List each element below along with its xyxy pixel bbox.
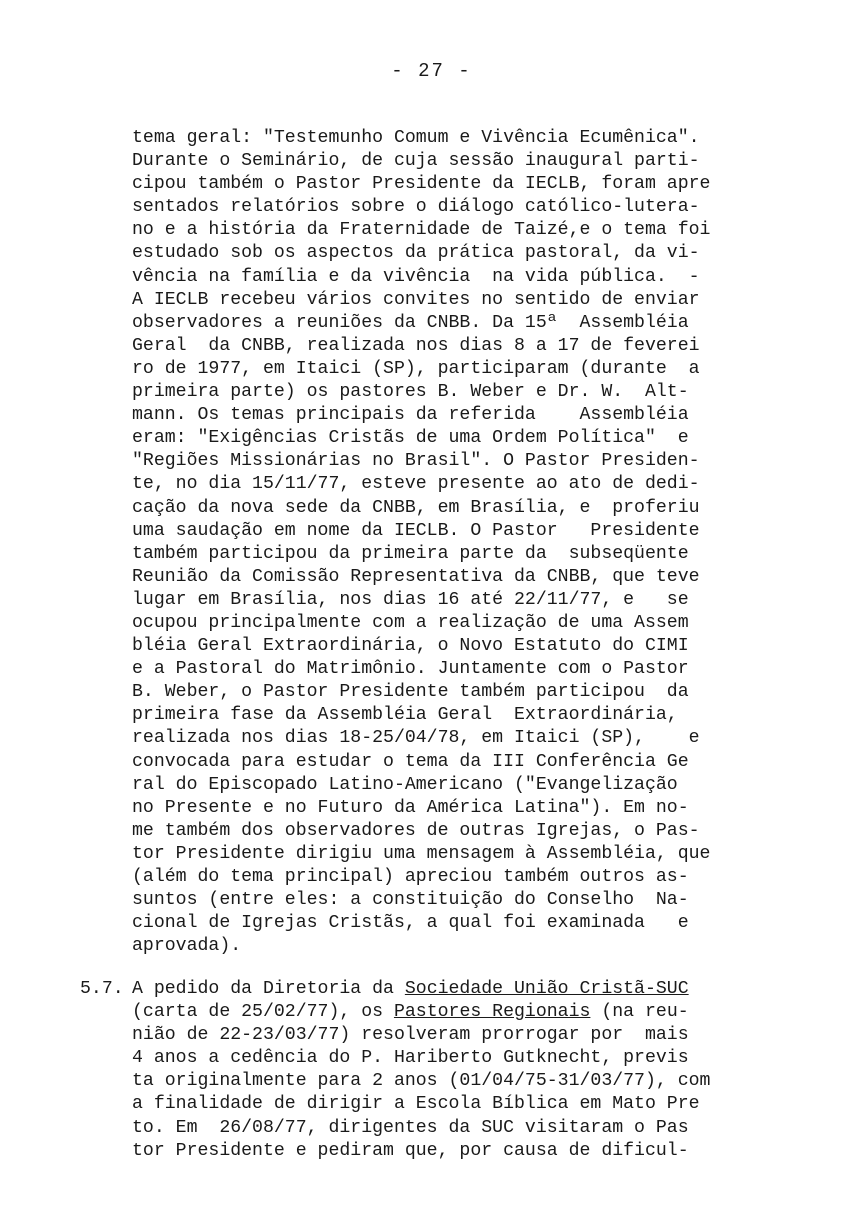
text-line: cional de Igrejas Cristãs, a qual foi examinada e [132, 913, 689, 934]
text-line: tor Presidente dirigiu uma mensagem à Assembléia, que [132, 843, 711, 864]
text-line: também participou da primeira parte da subseqüente [132, 543, 689, 564]
text-line: B. Weber, o Pastor Presidente também participou da [132, 682, 689, 703]
text-line: estudado sob os aspectos da prática pastoral, da vi- [132, 243, 700, 264]
text-line: observadores a reuniões da CNBB. Da 15ª Assembléia [132, 312, 689, 333]
section-5-7-text [132, 978, 722, 1163]
text-line: cação da nova sede da CNBB, em Brasília, e proferiu [132, 497, 700, 518]
text-line: "Regiões Missionárias no Brasil". O Pastor Presiden- [132, 451, 700, 472]
section-remaining-lines [132, 1024, 722, 1163]
text-line: ro de 1977, em Itaici (SP), participaram (durante a [132, 358, 700, 379]
text-line: convocada para estudar o tema da III Conferência Ge [132, 751, 689, 772]
underlined-organization-name: Sociedade União Cristã-SUC [404, 979, 689, 999]
text-line: cipou também o Pastor Presidente da IECLB, foram apre [132, 174, 711, 195]
text-segment: A pedido da Diretoria da [132, 979, 405, 999]
text-line: bléia Geral Extraordinária, o Novo Estatuto do CIMI [132, 636, 689, 657]
text-line: A IECLB recebeu vários convites no sentido de enviar [132, 289, 700, 310]
page-number: - 27 - [391, 60, 472, 82]
text-line: eram: "Exigências Cristãs de uma Ordem Política" e [132, 428, 689, 449]
text-line: ocupou principalmente com a realização de uma Assem [132, 612, 689, 633]
underlined-regional-pastors: Pastores Regionais [393, 1002, 591, 1023]
text-line: nião de 22-23/03/77) resolveram prorrogar por mais [132, 1025, 689, 1046]
text-line: tema geral: "Testemunho Comum e Vivência Ecumênica". [132, 128, 700, 148]
text-line: no e a história da Fraternidade de Taizé,e o tema foi [132, 220, 711, 241]
text-line [132, 978, 722, 1001]
text-line: realizada nos dias 18-25/04/78, em Itaici (SP), e [132, 728, 700, 749]
text-line: 4 anos a cedência do P. Hariberto Gutknecht, previs [132, 1048, 689, 1069]
text-line: mann. Os temas principais da referida Assembléia [132, 405, 689, 426]
text-line: ta originalmente para 2 anos (01/04/75-31/03/77), com [132, 1071, 711, 1092]
text-line: to. Em 26/08/77, dirigentes da SUC visitaram o Pas [132, 1117, 689, 1138]
main-paragraph [132, 127, 712, 958]
text-line: no Presente e no Futuro da América Latina"). Em no- [132, 797, 689, 818]
text-line: Geral da CNBB, realizada nos dias 8 a 17 de feverei [132, 335, 700, 356]
text-line: ral do Episcopado Latino-Americano ("Evangelização [132, 774, 678, 795]
text-line: a finalidade de dirigir a Escola Bíblica em Mato Pre [132, 1094, 700, 1115]
text-segment: (na reu- [590, 1002, 689, 1023]
text-line: e a Pastoral do Matrimônio. Juntamente com o Pastor [132, 659, 689, 680]
text-line: suntos (entre eles: a constituição do Conselho Na- [132, 890, 689, 911]
text-segment: (carta de 25/02/77), os [132, 1002, 394, 1023]
text-line: Reunião da Comissão Representativa da CNBB, que teve [132, 566, 700, 587]
text-line: te, no dia 15/11/77, esteve presente ao ato de dedi- [132, 474, 700, 495]
text-line: primeira fase da Assembléia Geral Extraordinária, [132, 705, 678, 726]
text-line: Durante o Seminário, de cuja sessão inaugural parti- [132, 151, 700, 172]
section-number: 5.7. [80, 979, 124, 999]
text-line: me também dos observadores de outras Igrejas, o Pas- [132, 820, 700, 841]
text-line: lugar em Brasília, nos dias 16 até 22/11/77, e se [132, 589, 689, 610]
text-line [132, 1001, 722, 1024]
text-line: aprovada). [132, 936, 242, 957]
text-line: tor Presidente e pediram que, por causa de dificul- [132, 1140, 689, 1161]
text-line: sentados relatórios sobre o diálogo católico-lutera- [132, 197, 700, 218]
text-line: vência na família e da vivência na vida pública. - [132, 266, 700, 287]
text-line: uma saudação em nome da IECLB. O Pastor Presidente [132, 520, 700, 541]
text-line: primeira parte) os pastores B. Weber e Dr. W. Alt- [132, 382, 689, 403]
text-line: (além do tema principal) apreciou também outros as- [132, 867, 689, 887]
